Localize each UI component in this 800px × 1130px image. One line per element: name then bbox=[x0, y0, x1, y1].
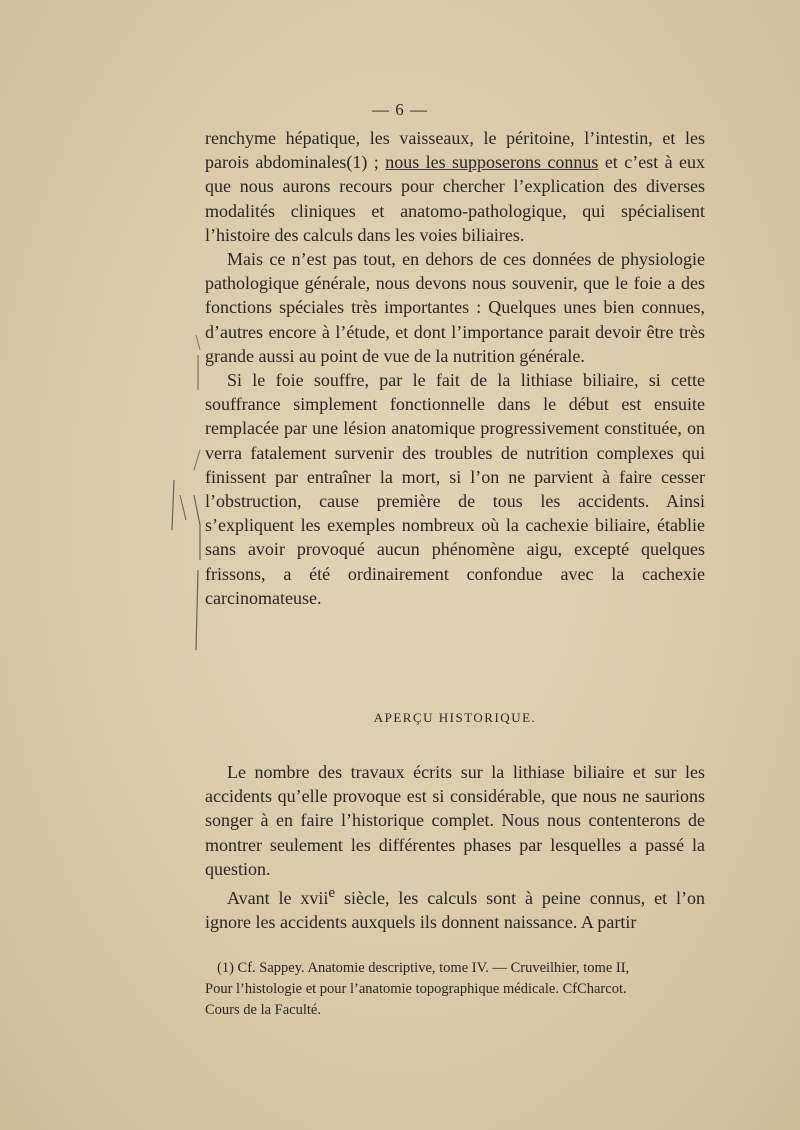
footnote-line-1: (1) Cf. Sappey. Anatomie descriptive, tome IV. — Cruveilhier, tome II, bbox=[217, 960, 630, 976]
section-heading: APERÇU HISTORIQUE. bbox=[373, 710, 537, 725]
main-text bbox=[205, 126, 705, 610]
paragraph-1-end: et c’est à eux que nous aurons recours pour chercher l’explication des diverses modalités cliniques et anatomo-pathologique, qui spécialisent l’histoire des calculs dans les voies biliaires. bbox=[205, 152, 705, 245]
pencil-margin-marks bbox=[160, 330, 210, 660]
history-p2-start: Avant le xvii bbox=[227, 888, 329, 909]
paragraph-1 bbox=[205, 126, 705, 247]
footnote-line-3: Cours de la Faculté. bbox=[205, 1002, 321, 1018]
footnote bbox=[205, 958, 705, 1021]
history-p2-end: siècle, les calculs sont à peine connus, et l’on ignore les accidents auxquels ils donnent naissance. A partir bbox=[205, 888, 705, 933]
paragraph-3: Si le foie souffre, par le fait de la lithiase biliaire, si cette souffrance simplement fonctionnelle dans le début est ensuite remplacée par une lésion anatomique progressivement constituée, on verra fatalement survenir des troubles de nutrition complexes qui finissent par entraîner la mort, si l’on ne parvient à faire cesser l’obstruction, cause première de tous les accidents. Ainsi s’expliquent les exemples nombreux où la cachexie biliaire, établie sans avoir provoqué aucun phénomène aigu, excepté quelques frissons, a été ordinairement confondue avec la cachexie carcinomateuse. bbox=[205, 370, 705, 608]
history-paragraph-2 bbox=[205, 881, 705, 934]
page-number: — 6 — bbox=[372, 100, 428, 119]
underlined-phrase: nous les supposerons connus bbox=[385, 152, 599, 173]
history-text bbox=[205, 760, 705, 934]
history-paragraph-1: Le nombre des travaux écrits sur la lithiase biliaire et sur les accidents qu’elle provoque est si considérable, que nous ne saurions songer à en faire l’historique complet. Nous nous contenterons de montrer seulement les différentes phases par lesquelles a passé la question. bbox=[205, 762, 705, 879]
paragraph-1-start: renchyme hépatique, les vaisseaux, le péritoine, l’intestin, et les parois abdominales(1) ; bbox=[205, 128, 705, 173]
superscript: e bbox=[328, 885, 336, 902]
footnote-line-2: Pour l’histologie et pour l’anatomie topographique médicale. CfCharcot. bbox=[205, 981, 627, 997]
paragraph-2: Mais ce n’est pas tout, en dehors de ces données de physiologie pathologique générale, nous devons nous souvenir, que le foie a des fonctions spéciales très importantes : Quelques unes bien connues, d’autres encore à l’étude, et dont l’importance parait devoir être très grande aussi au point de vue de la nutrition générale. bbox=[205, 249, 705, 366]
